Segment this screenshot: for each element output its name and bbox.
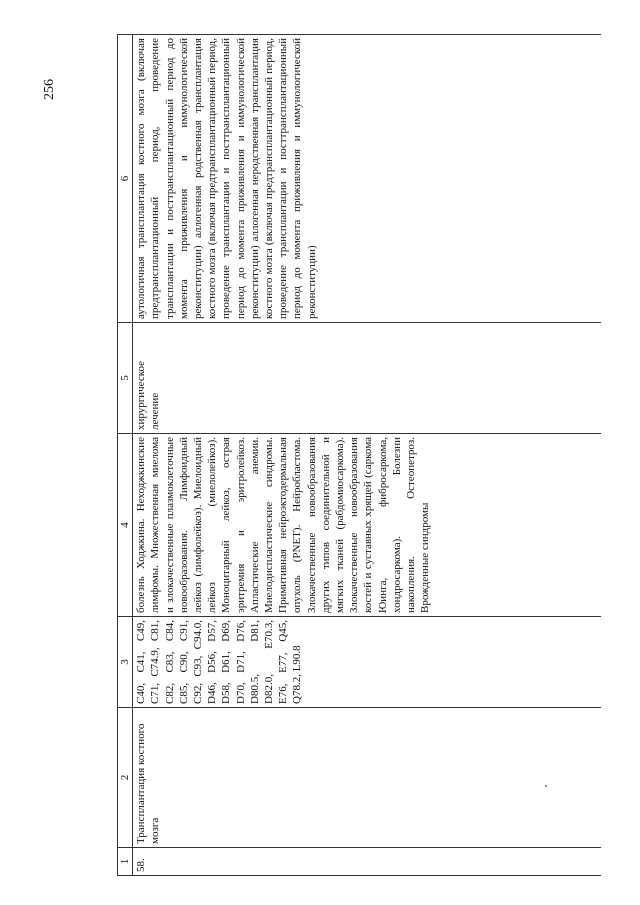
treatment-method-cell: аутологичная трансплантация костного мозга (включая предтрансплантационный период, проведение трансплантации и посттрансплантационный период до момента приживления и иммунологической реконституции) аллогенная родственная трансплантация костного мозга (включая предтрансплантационный период, проведение трансплантации и посттрансплантационный период до момента приживления и иммунологической реконституции) аллогенная неродственная трансплантация костного мозга (включая предтрансплантационный период, проведение трансплантации и посттрансплантационный период до момента приживления и иммунологической реконституции): [133, 35, 602, 323]
icd-codes-cell: C40, C41, C49, C71, C74.9, C81, C82, C83, C84, C85, C90, C91, C92, C93, C94.0, D46, D56, D57, D58, D61, D69, D70, D71, D76, D80.5, D81, D82.0, E70.3, E76, E77, Q45, Q78.2, L90.8: [133, 617, 602, 708]
table-row: [133, 35, 602, 876]
treatment-type-cell: хирургическое лечение: [133, 323, 602, 434]
column-header-5: 5: [118, 323, 133, 434]
diseases-cell: болезнь Ходжкина. Неходжкинские лимфомы. Множественная миелома и злокачественные плазмоклеточные новообразования. Лимфоидный лейкоз (лимфолейкоз). Миелоидный лейкоз (миелолейкоз). Моноцитарный лейкоз, острая эритремия и эритролейкоз. Апластические анемии. Миелодиспластические синдромы. Примитивная нейроэктодермальная опухоль (PNET). Нейробластома. Злокачественные новообразования других типов соединительной и мягких тканей (рабдомиосаркома). Злокачественные новообразования костей и суставных хрящей (саркома Юинга, фибросаркома, хондросаркома). Болезни накопления. Остеопетроз. Врожденные синдромы: [133, 434, 602, 617]
column-header-4: 4: [118, 434, 133, 617]
column-number-row: [118, 35, 133, 876]
procedure-name-cell: Трансплантация костного мозга: [133, 708, 602, 848]
column-header-2: 2: [118, 708, 133, 848]
row-number-cell: 58.: [133, 848, 602, 876]
procedure-table: [117, 34, 601, 876]
page-number: 256: [42, 79, 57, 100]
column-header-1: 1: [118, 848, 133, 876]
column-header-6: 6: [118, 35, 133, 323]
column-header-3: 3: [118, 617, 133, 708]
